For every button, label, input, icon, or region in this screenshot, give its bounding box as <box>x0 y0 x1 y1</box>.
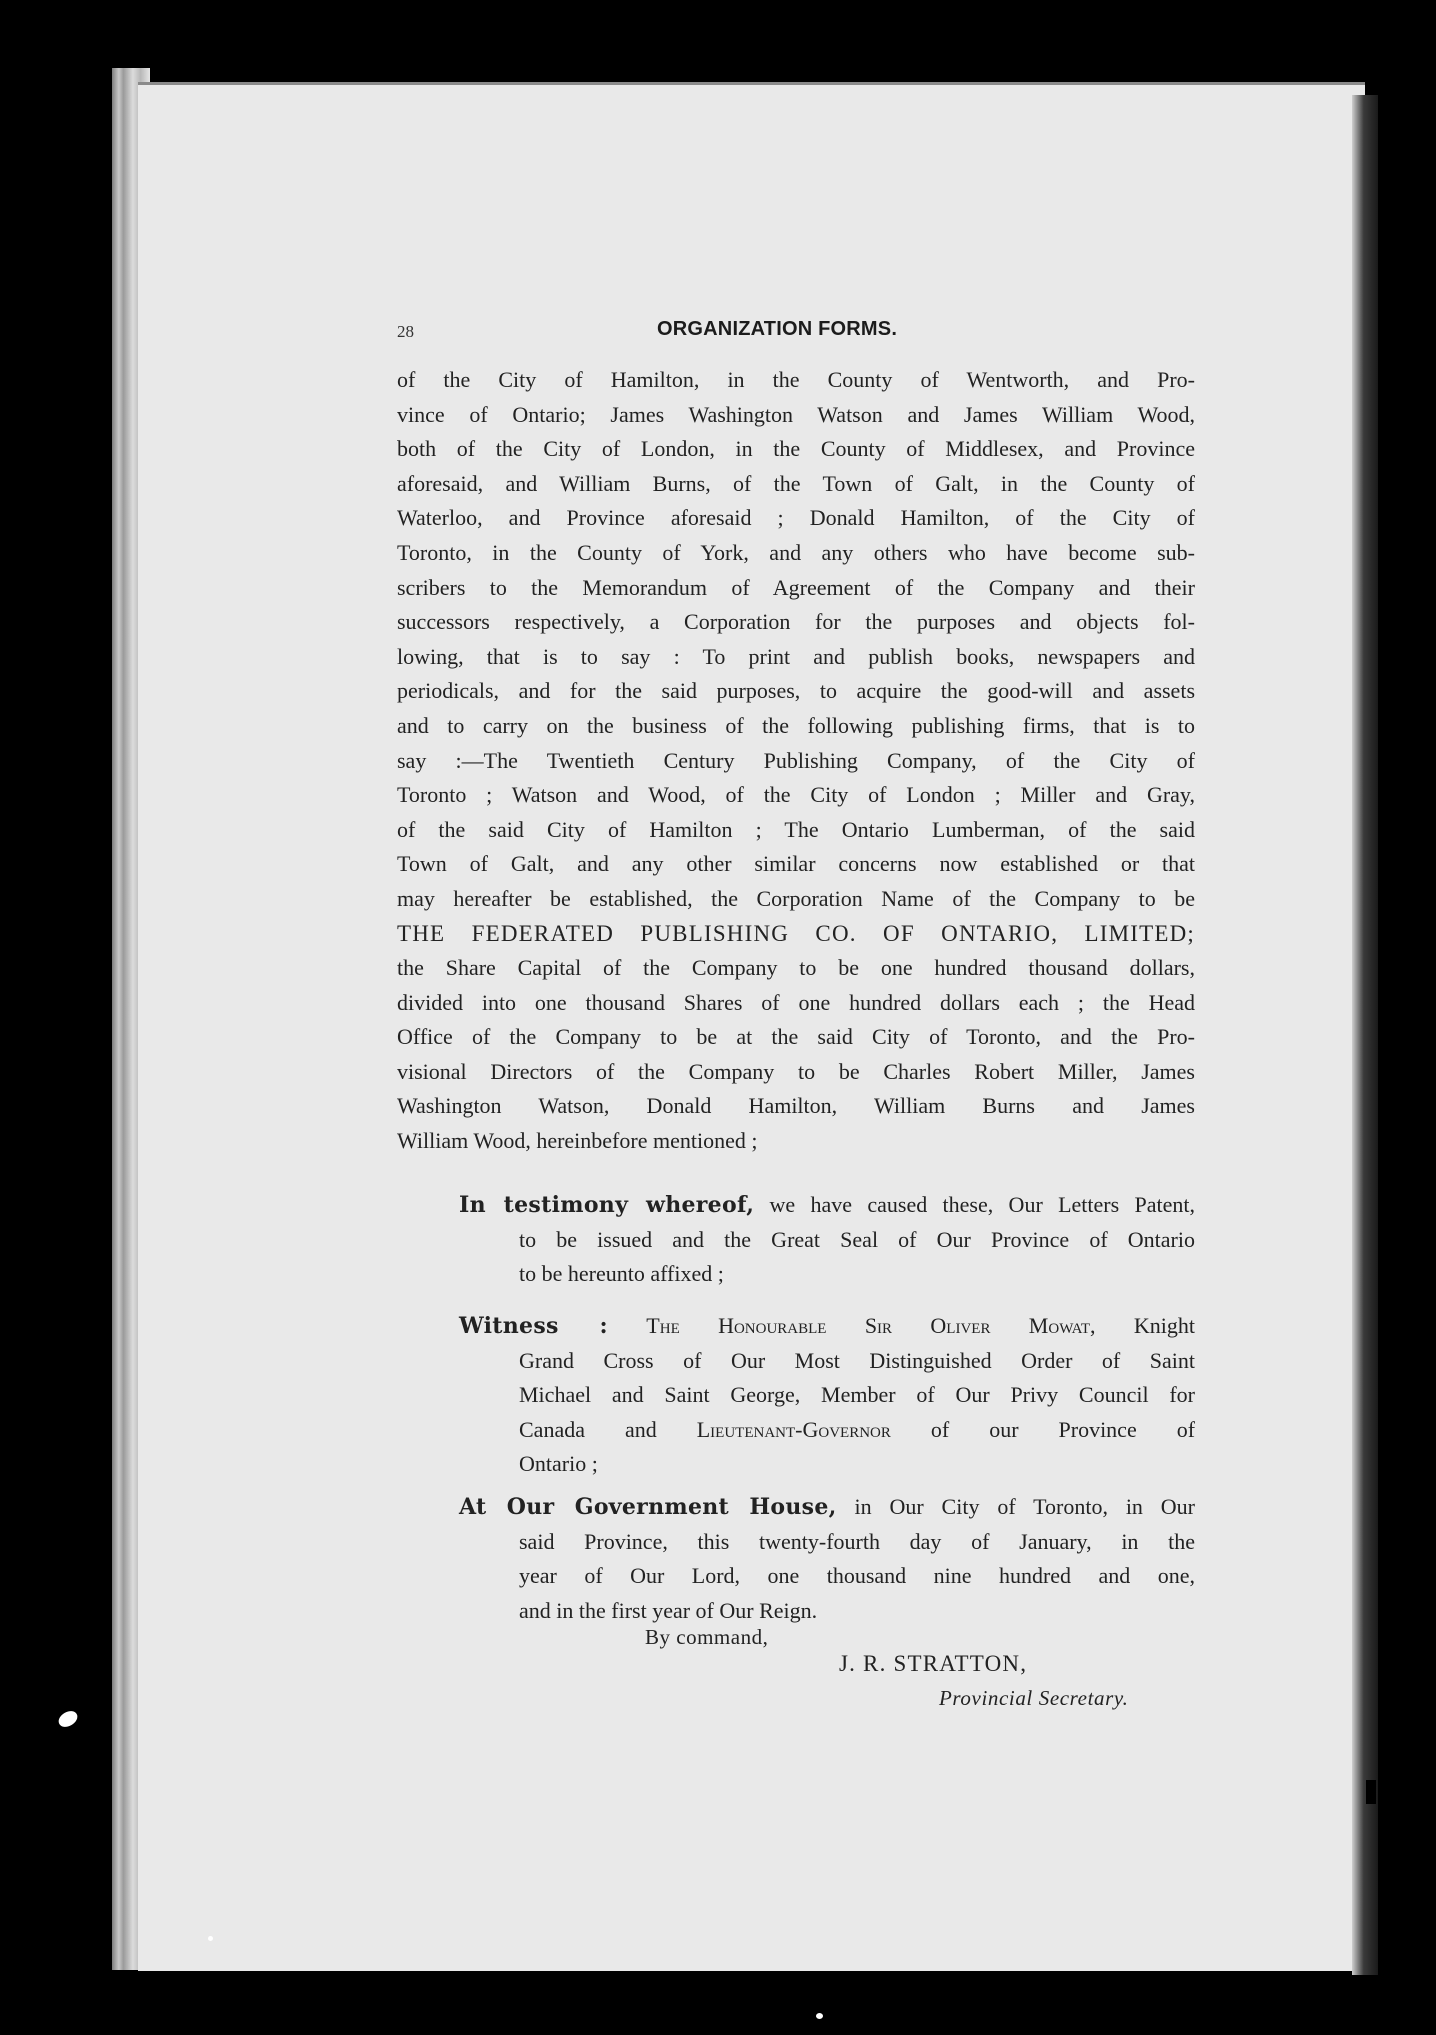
government-house-line <box>397 1490 1195 1525</box>
by-command: By command, <box>645 1625 769 1649</box>
body-line: Toronto ; Watson and Wood, of the City of London ; Miller and Gray, <box>397 782 1195 808</box>
witness-line: Ontario ; <box>519 1451 598 1477</box>
body-line: Waterloo, and Province aforesaid ; Donald Hamilton, of the City of <box>397 505 1195 531</box>
government-house-line: and in the first year of Our Reign. <box>519 1597 818 1623</box>
office-title: Lieutenant-Governor <box>696 1416 891 1442</box>
page-number: 28 <box>397 322 414 341</box>
body-line: both of the City of London, in the County of Middlesex, and Province <box>397 436 1195 462</box>
government-house-lead: At Our Government House, <box>459 1494 837 1520</box>
body-line: the Share Capital of the Company to be one hundred thousand dollars, <box>397 955 1195 981</box>
testimony-lead: In testimony whereof, <box>459 1192 755 1218</box>
government-house-line: year of Our Lord, one thousand nine hundred and one, <box>519 1563 1195 1589</box>
running-title: ORGANIZATION FORMS. <box>657 318 898 340</box>
witness-text: Knight <box>1133 1313 1195 1338</box>
government-house-clause <box>397 1490 1195 1628</box>
binding-shadow <box>1352 95 1378 1975</box>
body-line: divided into one thousand Shares of one hundred dollars each ; the Head <box>397 989 1195 1015</box>
body-line: say :—The Twentieth Century Publishing Company, of the City of <box>397 747 1195 773</box>
witness-text: of our Province of <box>930 1416 1195 1442</box>
testimony-text: we have caused these, Our Letters Patent, <box>769 1192 1195 1217</box>
body-line: periodicals, and for the said purposes, to acquire the good-will and assets <box>397 678 1195 704</box>
governor-name: The Honourable Sir Oliver Mowat, <box>646 1313 1096 1338</box>
witness-line: Grand Cross of Our Most Distinguished Order of Saint <box>519 1347 1195 1373</box>
body-line: Town of Galt, and any other similar concerns now established or that <box>397 851 1195 877</box>
testimony-line: to be hereunto affixed ; <box>519 1261 724 1287</box>
body-line: lowing, that is to say : To print and publish books, newspapers and <box>397 643 1195 669</box>
body-line: William Wood, hereinbefore mentioned ; <box>397 1128 758 1154</box>
body-line: visional Directors of the Company to be Charles Robert Miller, James <box>397 1058 1195 1084</box>
body-line: Office of the Company to be at the said City of Toronto, and the Pro- <box>397 1024 1195 1050</box>
signatory-title: Provincial Secretary. <box>939 1686 1129 1710</box>
company-name-line: THE FEDERATED PUBLISHING CO. OF ONTARIO, LIMITED; <box>397 920 1195 946</box>
body-line: of the said City of Hamilton ; The Ontario Lumberman, of the said <box>397 816 1195 842</box>
body-line: of the City of Hamilton, in the County of Wentworth, and Pro- <box>397 367 1195 392</box>
binding-mark <box>1366 1780 1376 1804</box>
running-head <box>397 318 1195 348</box>
witness-line <box>397 1309 1195 1344</box>
witness-lead: Witness : <box>459 1313 608 1339</box>
testimony-clause <box>397 1188 1195 1292</box>
testimony-line <box>397 1188 1195 1223</box>
witness-clause <box>397 1309 1195 1482</box>
body-line: successors respectively, a Corporation for the purposes and objects fol- <box>397 609 1195 635</box>
body-line: and to carry on the business of the following publishing firms, that is to <box>397 712 1195 738</box>
body-line: may hereafter be established, the Corporation Name of the Company to be <box>397 885 1195 911</box>
testimony-line: to be issued and the Great Seal of Our Province of Ontario <box>519 1226 1195 1252</box>
body-line: aforesaid, and William Burns, of the Town of Galt, in the County of <box>397 470 1195 496</box>
body-line: scribers to the Memorandum of Agreement of the Company and their <box>397 574 1195 600</box>
signatory-name: J. R. STRATTON, <box>839 1651 1028 1676</box>
witness-line <box>397 1413 1195 1448</box>
witness-line: Michael and Saint George, Member of Our Privy Council for <box>519 1382 1195 1408</box>
government-house-text: in Our City of Toronto, in Our <box>854 1494 1195 1519</box>
body-paragraph <box>397 363 1195 1159</box>
body-line: Washington Watson, Donald Hamilton, William Burns and James <box>397 1093 1195 1119</box>
witness-text: Canada and <box>519 1416 657 1442</box>
government-house-line: said Province, this twenty-fourth day of January, in the <box>519 1528 1195 1554</box>
body-line: vince of Ontario; James Washington Watson and James William Wood, <box>397 401 1195 427</box>
body-line: Toronto, in the County of York, and any others who have become sub- <box>397 539 1195 565</box>
